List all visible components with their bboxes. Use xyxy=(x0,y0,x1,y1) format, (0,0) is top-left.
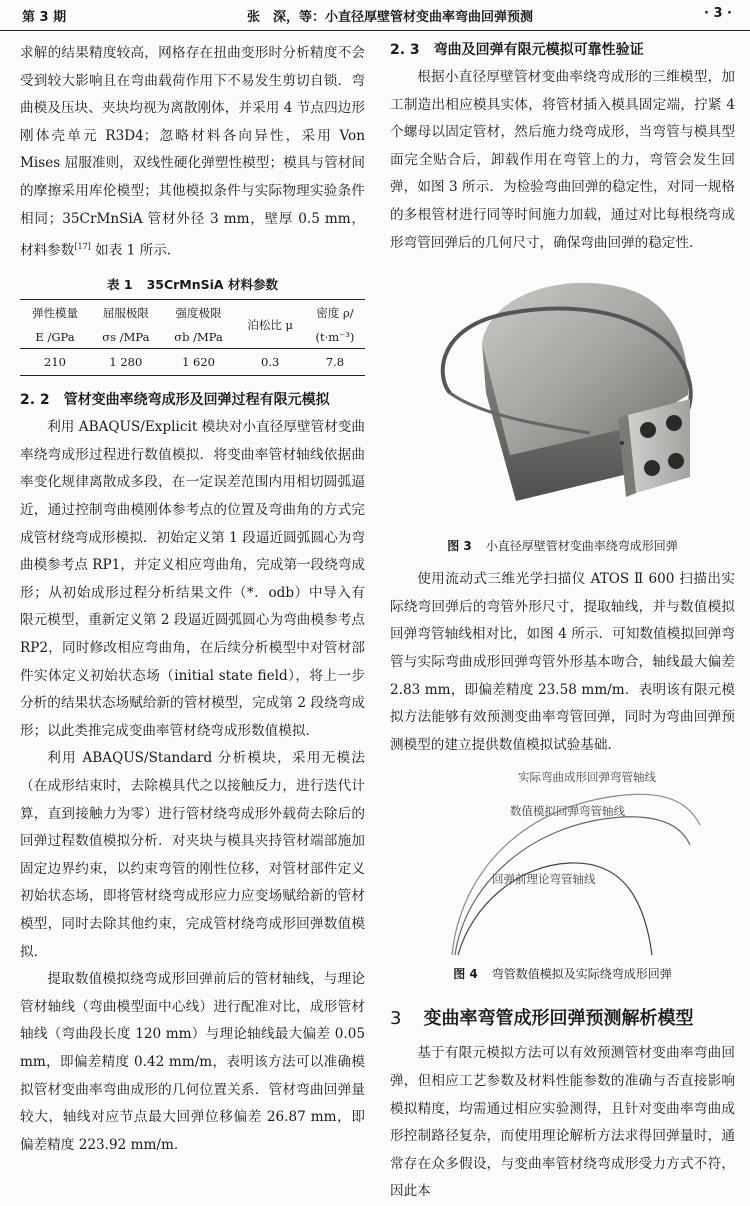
paragraph: 使用流动式三维光学扫描仪 ATOS Ⅱ 600 扫描出实际绕弯回弹后的弯管外形尺寸，提取轴线，并与数值模拟回弹弯管轴线相对比，如图 4 所示．可知数值模拟回弹弯管与实际弯曲成形回弹弯管外形基本吻合，轴线最大偏差 2.83 mm，即偏差精度 23.58 mm/m．表明该有限元模拟方法能够有效预测变曲率弯管回弹，同时为弯曲回弹预测模型的建立提供数值模拟试验基础． xyxy=(390,571,735,753)
table-header-unit: (t·m⁻³) xyxy=(315,330,355,345)
running-title: 张 深，等：小直径厚壁管材变曲率弯曲回弹预测 xyxy=(246,10,533,25)
figure-4-diagram xyxy=(390,765,735,961)
table-header: 密度 ρ/ xyxy=(305,300,365,325)
figure-caption: 图 4 弯管数值模拟及实际绕弯成形回弹 xyxy=(453,967,672,982)
table-caption: 表 1 35CrMnSiA 材料参数 xyxy=(107,277,278,293)
table-header: 屈服极限 xyxy=(90,300,162,325)
left-column xyxy=(20,40,365,1159)
curve-label: 实际弯曲成形回弹弯管轴线 xyxy=(518,770,656,785)
table-header-unit: E /GPa xyxy=(35,330,75,345)
right-column xyxy=(390,40,735,1206)
table-row xyxy=(20,349,365,376)
curve-label: 数值模拟回弹弯管轴线 xyxy=(510,804,625,819)
page-number: · 3 · xyxy=(704,6,732,21)
section-heading: 2. 2 管材变曲率绕弯成形及回弹过程有限元模拟 xyxy=(20,392,330,409)
paragraph: 利用 ABAQUS/Standard 分析模块，采用无模法（在成形结束时，去除模具代之以接触反力，进行迭代计算，直到接触力为零）进行管材绕弯成形外载荷去除后的回弹过程数值模拟分析．对夹块与模具夹持管材端部施加固定边界约束，以约束弯管的刚性位移，对管材部件定义初始状态场，即将管材绕弯成形应力应变场赋给新的管材模型，同时去除其他约束，完成管材绕弯成形回弹数值模拟． xyxy=(20,750,365,960)
table-header-unit: σb /MPa xyxy=(174,330,223,345)
figure-3-photo xyxy=(390,265,735,533)
citation-ref[interactable]: [17] xyxy=(74,242,91,252)
table-header: 强度极限 xyxy=(162,300,236,325)
table-cell: 1 280 xyxy=(90,349,162,376)
paragraph: 基于有限元模拟方法可以有效预测管材变曲率弯曲回弹，但相应工艺参数及材料性能参数的准确与否直接影响模拟精度，均需通过相应实验测得，且针对变曲率弯曲成形控制路径复杂，而使用理论解析方法求得回弹量时，通常存在众多假设，与变曲率管材绕弯成形受力方式不符，因此本 xyxy=(390,1045,735,1200)
figure-caption: 图 3 小直径厚壁管材变曲率绕弯成形回弹 xyxy=(447,539,678,554)
bent-tube-photo-illustration xyxy=(390,265,735,533)
table-header-unit: σs /MPa xyxy=(102,330,150,345)
paragraph: 利用 ABAQUS/Explicit 模块对小直径厚壁管材变曲率绕弯成形过程进行数值模拟．将变曲率管材轴线依据曲率变化规律离散成多段，在一定误差范围内用相切圆弧逼近，通过控制弯曲模刚体参考点的位置及弯曲角的方式完成管材绕弯成形模拟．初始定义第 1 段逼近圆弧圆心为弯曲模参考点 RP1，并定义相应弯曲角，完成第一段绕弯成形；从初始成形过程分析结果文件（*．odb）中导入有限元模型，重新定义第 2 段逼近圆弧圆心为弯曲模参考点 RP2，同时修改相应弯曲角，在后续分析模型中对管材部件实体定义初始状态场（initial state field），将上一步分析的结果状态场赋给新的管材模型，完成第 2 段绕弯成形；以此类推完成变曲率管材绕弯成形数值模拟． xyxy=(20,419,366,739)
section-heading: 2. 3 弯曲及回弹有限元模拟可靠性验证 xyxy=(390,42,644,58)
table-header: 泊松比 μ xyxy=(235,300,305,349)
paragraph: 提取数值模拟绕弯成形回弹前后的管材轴线，与理论管材轴线（弯曲模型面中心线）进行配准对比，成形管材轴线（弯曲段长度 120 mm）与理论轴线最大偏差 0.05 mm，即偏差精度 0.42 mm/m，表明该方法可以准确模拟管材变曲率弯曲成形的几何位置关系．管材弯曲回弹量较大，轴线对应节点最大回弹位移偏差 26.87 mm，即偏差精度 223.92 mm/m． xyxy=(20,971,365,1153)
paragraph: 根据小直径厚壁管材变曲率绕弯成形的三维模型，加工制造出相应模具实体，将管材插入模具固定端，拧紧 4 个螺母以固定管材，然后施力绕弯成形，当弯管与模具型面完全贴合后，卸载作用在弯管上的力，弯管会发生回弹，如图 3 所示．为检验弯曲回弹的稳定性，对同一规格的多根管材进行同等时间施力加载，通过对比每根绕弯成形弯管回弹后的几何尺寸，确保弯曲回弹的稳定性． xyxy=(390,69,735,251)
table-cell: 210 xyxy=(20,349,90,376)
table-cell: 7.8 xyxy=(305,349,365,376)
issue-number: 第 3 期 xyxy=(22,10,67,25)
table-cell: 1 620 xyxy=(162,349,236,376)
paragraph: 求解的结果精度较高，网格存在扭曲变形时分析精度不会受到较大影响且在弯曲载荷作用下不易发生剪切自锁．弯曲模及压块、夹块均视为离散刚体，并采用 4 节点四边形刚体壳单元 R3D4；忽略材料各向异性，采用 Von Mises 屈服准则，双线性硬化弹塑性模型；模具与管材间的摩擦采用库伦模型；其他模拟条件与实际物理实验条件相同；35CrMnSiA 管材外径 3 mm，壁厚 0.5 mm，材料参数[17] 如表 1 所示． xyxy=(20,45,365,259)
section-heading-3: 3 变曲率弯管成形回弹预测解析模型 xyxy=(390,1008,694,1030)
material-table xyxy=(20,299,365,376)
table-header: 弹性模量 xyxy=(20,300,90,325)
curve-label: 回弹前理论弯管轴线 xyxy=(492,872,596,887)
page-header xyxy=(0,0,750,31)
table-cell: 0.3 xyxy=(235,349,305,376)
axis-comparison-diagram xyxy=(390,765,735,961)
